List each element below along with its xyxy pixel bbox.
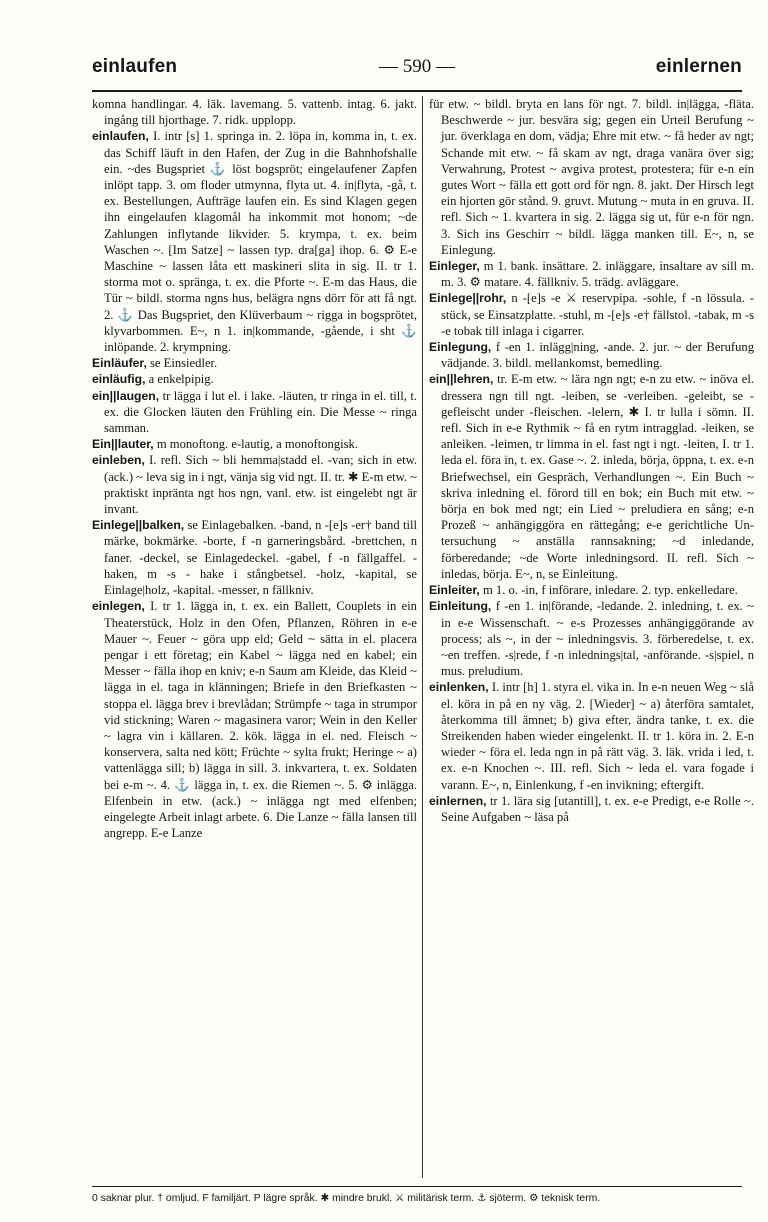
entry-definition: m 1. bank. insättare. 2. inläggare, insaltare av sill m. m. 3. ⚙ matare. 4. fällkniv. 5. trädg. avläggare. xyxy=(441,259,754,290)
dictionary-entry xyxy=(429,679,754,792)
entry-headword: einlenken, xyxy=(429,680,489,695)
entry-definition: I. refl. Sich ~ bli hemma|stadd el. -van; sich in etw. (ack.) ~ leva sig in i ngt, vänja sig vid ngt. II. tr. ✱ E-m etw. ~ praktiskt inpränta ngt hos ngn, vanl. etw. ist eingelebt ngt är invant. xyxy=(104,453,417,517)
entry-definition: f -en 1. in|förande, -ledande. 2. inledning, t. ex. ~ in e-e Wissenschaft. ~ e-s Prozesses anhängiggörande av process; als ~, in der ~ inledningsvis. 3. förberedelse, t. ex. ~en treffen. -s|rede, f -n inlednings|tal, -anförande. -s|spiel, n mus. preludium. xyxy=(441,599,754,679)
entry-definition: se Einlagebalken. -band, n -[e]s -er† band till märke, bokmärke. -borte, f -n garneringsbård. -brettchen, n faner. -deckel, se Einlagedeckel. -gabel, f -n fällgaffel. -haken, m -s - hake i stångbetsel. -holz, -kapital, se Einlage|holz, -kapital. -messer, n fällkniv. xyxy=(104,518,417,598)
entry-definition: n -[e]s -e ⚔ reservpipa. -sohle, f -n lössula. -stück, se Einsatzplatte. -stuhl, m -[e]s -e† fällstol. -tabak, m -s -e tobak till inlaga i cigarrer. xyxy=(441,291,754,338)
entry-headword: einlernen, xyxy=(429,793,487,808)
abbreviation-legend: 0 saknar plur. † omljud. F familjärt. P lägre språk. ✱ mindre brukl. ⚔ militärisk term. ⚓ sjöterm. ⚙ teknisk term. xyxy=(92,1193,601,1204)
dictionary-entry xyxy=(429,371,754,582)
dictionary-entry xyxy=(429,598,754,679)
entry-definition: tr. E-m etw. ~ lära ngn ngt; e-n zu etw. ~ inöva el. dressera ngn till ngt. -leiben, se -verleiben. -geleibt, se -gefleischt under -fleischen. -lelern, ✱ I. tr lulla i sömn. II. refl. Sich in e-e Rythmik ~ få en rytm intragglad. -leiken, se anleiken. -leimen, tr limma in el. fast ngt i ngt. -leiten, I. tr 1. leda el. föra in, t. ex. Gase ~. 2. inleda, börja, öppna, t. ex. e-n Briefwechsel, ein Gespräch, Verhandlungen ~. Ein Buch ~ skriva inledning el. förord till en bok; ein Buch mit etw. ~ börja en bok med ngt; ein Lied ~ preludiera en sång; e-n Prozeß ~ anhängiggöra en rättegång; e-e gerichtliche Untersuchung ~ anställa rannsakning; ~d inledande, förberedande; ~de Worte inledningsord. II. refl. Sich ~ inledas, börja. E~, n, se Einleitung. xyxy=(441,372,754,581)
entry-headword: Einläufer, xyxy=(92,356,147,371)
dictionary-entry xyxy=(429,258,754,290)
dictionary-entry xyxy=(429,793,754,825)
entry-definition: I. tr 1. lägga in, t. ex. ein Ballett, Couplets in ein Theaterstück, Holz in den Ofen, Pflanzen, Röhren in e-e Mauer ~. Feuer ~ göra upp eld; Geld ~ sätta in el. placera pengar i ett företag; ein Kabel ~ lägga ned en kabel; ein Messer ~ fälla ihop en kniv; e-n Saum am Kleide, das Kleid ~ lägga in el. taga in klänningen; Briefe in den Briefkasten ~ stoppa el. lägga brev i brevlådan; Strümpfe ~ taga in strumpor vid stickning; Waren ~ magasinera varor; Wein in den Keller ~ lagra vin i källaren. 2. kök. lägga in el. ned. Fleisch ~ konservera, salta ned kött; Früchte ~ sylta frukt; Heringe ~ a) vattenlägga sill; b) lägga in sill. 3. inkvartera, t. ex. Soldaten bei e-m ~. 4. ⚓ lägga in, t. ex. die Riemen ~. 5. ⚙ inlägga. Elfenbein in etw. (ack.) ~ inlägga ngt med elfenben; eingelegte Arbeit inlagt arbete. 6. Die Lanze ~ fälla lansen till angrepp. E-e Lanze xyxy=(104,599,417,841)
dictionary-entry xyxy=(92,598,417,841)
dictionary-entry xyxy=(429,582,754,598)
entry-headword: ein||lehren, xyxy=(429,372,494,387)
entry-definition: tr lägga i lut el. i lake. -läuten, tr ringa in el. till, t. ex. die Glocken läuten den Frühling ein. Die Messe ~ ringa samman. xyxy=(104,388,417,436)
dictionary-entry xyxy=(92,128,417,355)
column-divider xyxy=(422,96,423,1178)
guide-word-right: einlernen xyxy=(655,56,742,77)
entry-definition: tr 1. lära sig [utantill], t. ex. e-e Predigt, e-e Rolle ~. Seine Aufgaben ~ läsa på xyxy=(441,793,754,824)
page-number: — 590 — xyxy=(379,56,455,77)
entry-definition: se Einsiedler. xyxy=(150,356,218,371)
entry-headword: ein||laugen, xyxy=(92,388,160,403)
footer-rule xyxy=(92,1186,742,1187)
entry-headword: einläufig, xyxy=(92,372,146,387)
entry-headword: einlegen, xyxy=(92,599,145,614)
header-rule xyxy=(92,90,742,92)
entry-headword: einleben, xyxy=(92,453,145,468)
entry-headword: Einleitung, xyxy=(429,599,492,614)
entry-definition: m 1. o. -in, f införare, inledare. 2. typ. enkelledare. xyxy=(482,583,738,598)
dictionary-columns xyxy=(92,96,754,1178)
entry-headword: Einleiter, xyxy=(429,583,480,598)
entry-headword: Einlege||balken, xyxy=(92,518,185,533)
entry-headword: Einleger, xyxy=(429,259,480,274)
dictionary-entry xyxy=(429,96,754,258)
entry-definition: I. intr [h] 1. styra el. vika in. In e-n neuen Weg ~ slå el. köra in på en ny väg. 2. [Wieder] ~ a) återföra samtalet, återkomma till ämnet; b) giva efter, ändra tanke, t. ex. die Streikenden haben wieder eingelenkt. II. tr 1. köra in. 2. E-n wieder ~ föra el. leda ngn in på rätt väg. 3. läk. vrida i led, t. ex. e-n Knochen ~. III. refl. Sich ~ leda el. vara fogade i varann. E~, n, Einlenkung, f -en invikning; eftergift. xyxy=(441,680,754,792)
entry-definition: für etw. ~ bildl. bryta en lans för ngt. 7. bildl. in|lägga, -fläta. Beschwerde ~ jur. besvära sig; gegen ein Urteil Berufung ~ jur. överklaga en dom, vädja; Ehre mit etw. ~ få heder av ngt; Schande mit etw. ~ få skam av ngt, draga vanära över sig; Verwahrung, Protest ~ avgiva protest, protestera; für e-n ein gutes Wort ~ fälla ett gott ord för ngn. 8. jakt. Der Hirsch legt ein hjorten gör stånd. 9. gruvt. Mutung ~ muta in en gruva. II. refl. Sich ~ 1. kvartera in sig. 2. lägga sig ut, für e-n för ngn. 3. Sich ins Geschirr ~ bildl. lägga manken till. E~, n, se Einlegung. xyxy=(429,97,754,257)
running-head xyxy=(92,56,742,86)
left-column xyxy=(92,96,417,1178)
entry-definition: a enkelpipig. xyxy=(148,372,214,387)
dictionary-entry xyxy=(429,290,754,339)
dictionary-entry xyxy=(429,339,754,371)
entry-definition: f -en 1. inlägg|ning, -ande. 2. jur. ~ der Berufung vädjande. 3. bildl. mellankomst, bemedling. xyxy=(441,340,754,371)
dictionary-entry xyxy=(92,452,417,517)
dictionary-entry xyxy=(92,371,417,387)
entry-definition: I. intr [s] 1. springa in. 2. löpa in, komma in, t. ex. das Schiff läuft in den Hafen, der Zug in die Bahnhofshalle ein. ~des Bugspriet ⚓ löst bogspröt; eingelaufener Zapfen inlöpt tapp. 3. om floder utmynna, flyta ut. 4. in|flyta, -gå, t. ex. Bestellungen, Aufträge laufen ein. Es sind Klagen gegen ihn eingelaufen klagomål ha inkommit mot honom; ~de Zahlungen inflytande likvider. 5. krympa, t. ex. beim Waschen ~. [Im Satze] ~ lassen typ. dra[ga] ihop. 6. ⚙ E-e Maschine ~ lassen låta ett maskineri slita in sig. II. tr 1. storma mot o. spränga, t. ex. die Pforte ~. E-m das Haus, die Tür ~ bildl. storma ngns hus, belägra ngns dörr för att få ngt. 2. ⚓ Das Bugspriet, den Klüverbaum ~ rigga in bogsprötet, klyvarbommen. E~, n 1. in|kommande, -gående, i sht ⚓ inlöpande. 2. krympning. xyxy=(104,129,417,355)
dictionary-entry xyxy=(92,388,417,437)
entry-headword: Einlege||rohr, xyxy=(429,291,507,306)
entry-headword: einlaufen, xyxy=(92,129,149,144)
entry-headword: Ein||lauter, xyxy=(92,437,154,452)
entry-definition: komna handlingar. 4. läk. lavemang. 5. vattenb. intag. 6. jakt. ingång till hjorthage. 7. ridk. upplopp. xyxy=(92,97,417,128)
right-column xyxy=(429,96,754,1178)
guide-word-left: einlaufen xyxy=(92,56,178,77)
dictionary-entry xyxy=(92,355,417,371)
entry-headword: Einlegung, xyxy=(429,340,492,355)
entry-definition: m monoftong. e-lautig, a monoftongisk. xyxy=(156,437,358,452)
dictionary-entry xyxy=(92,96,417,128)
dictionary-entry xyxy=(92,436,417,452)
dictionary-entry xyxy=(92,517,417,598)
